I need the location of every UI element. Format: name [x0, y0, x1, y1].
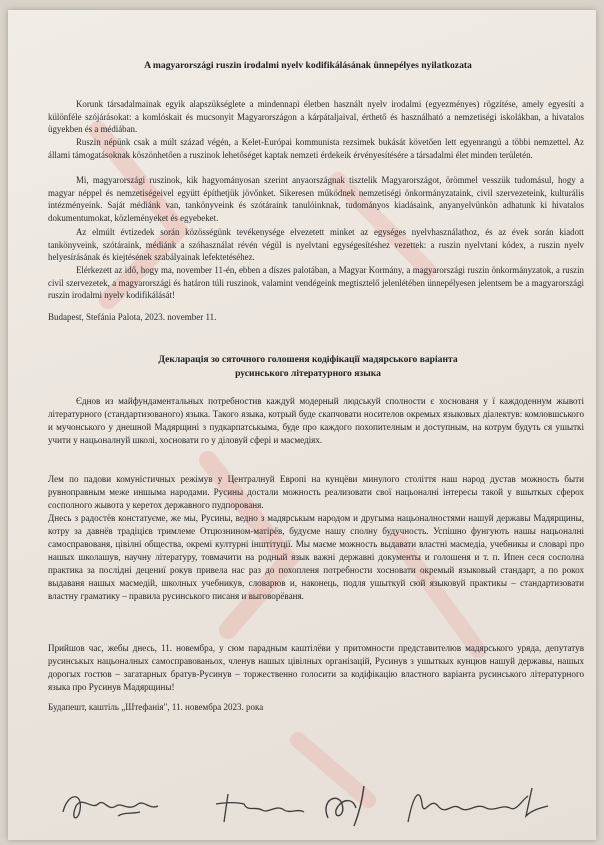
signature-2: [216, 794, 304, 822]
hungarian-place-date: Budapest, Stefánia Palota, 2023. november 11.: [48, 312, 217, 322]
rusyn-paragraph-3: Днесь з радостёв констатуєме, же мы, Русины, ведно з мадярськым народом и другыма нацьоналностями нашуй державы Мадярщины, котру за давнёв традіцієв тримлеме Отцюзнином-матірёв, будуєме нашу сполну будучность. Успішно фунгують нашы нацьоналні самосправованя, цівілні общества, окремі културні інштітуції. Мы маєме можность выдавати властні масмедіа, учебникы и словарі про нашых школашув, научну літературу, товмачити на родный язык важні державні документы и голошеня и т. п. Ипен сеся сосполна практика за послідні децениї рокув привела нас раз до похопленя потребности хосновати окремый языковый стандарт, а по рокох выдаваня нашых масмедій, школных учебникув, словарюв и, наконець, подля ушыткуй сюй языковуй практикы – стандартизовати властну граматику – правила русинського писаня и выговорёваня.: [48, 513, 584, 601]
rusyn-paragraph-2: Лем по падови комуністичных режімув у Централнуй Европі на кунцёви минулого століття наш народ дустав можность быти рувноправным меже иншыма народами. Русины достали можность реализовати свої нацьоналні інтересы такой у вшыткых сферох сосполного жывота у керетох державного пудпорованя.: [48, 474, 584, 510]
hungarian-paragraph-4: Az elmúlt évtizedek során közösségünk tevékenysége elvezetett minket az egységes nyelvhasználathoz, és az évek során kiadott tankönyveink, szótáraink, médiánk a szóhasználat révén végül is nyelvtani egységesítéshez vezettek: a ruszin nyelvtani kódex, a ruszin nyelv helyesírásának és kiejtésének szabályainak lefektetéséhez.: [48, 227, 584, 263]
hungarian-paragraph-3: Mi, magyarországi ruszinok, kik hagyományosan szerint anyaországnak tisztelik Magyarországot, örömmel vesszük tudomásul, hogy a magyar néppel és nemzetiségeivel együtt építhetjük jövőnket. Sikeresen működnek nemzetiségi önkormányzataink, civil szervezeteink, kulturális intézményeink. Saját médiánk van, tankönyveink és szótáraink tanulóinknak, tudományos kiadásaink, anyanyelvünkön adhatunk ki hivatalos dokumentumokat, közleményeket és egyebeket.: [48, 175, 584, 223]
rusyn-title-line-2: русинського літературного языка: [235, 368, 381, 379]
rusyn-place-date: Будапешт, каштіль „Штефанія", 11. новембра 2023. рока: [48, 702, 264, 712]
hungarian-paragraph-1: Korunk társadalmainak egyik alapszükséglete a mindennapi életben használt nyelv irodalmi (egyezményes) rögzítése, amely egyesíti a különféle szójárásokat: a komlóskait és mucsonyit Magyarországon a kárpátaljaival, érthető és használható a nemzetiségi iskolákban, a hivatalos ügyekben és a médiában.: [48, 99, 584, 135]
signatures: [58, 782, 578, 832]
rusyn-paragraph-4: Прийшов час, жебы днесь, 11. новембра, у сюм парадным каштілёви у притомности представителюв мадярського уряда, депутатув русинськых нацьоналных самосправованьох, членув нашых цівілных організацій, Русинув з ушыткых кунцюв нашуй державы, нашых дорогых гостюв – загатарных братув-Русинув – торжественно голосити за кодіфікацію властного варіанта русинського літературного языка про Русинув Мадярщины!: [48, 643, 584, 692]
signature-4: [408, 788, 548, 822]
signature-3: [326, 786, 364, 826]
hungarian-paragraph-5: Elérkezett az idő, hogy ma, november 11-én, ebben a díszes palotában, a Magyar Kormány, a magyarországi ruszin önkormányzatok, a ruszin civil szervezetek, a magyarországi és határon túli ruszinok, valamint vendégeink megtisztelő jelenlétében ünnepélyesen jelentsem be a magyarországi ruszin irodalmi nyelv kodifikálását!: [48, 265, 584, 301]
hungarian-title: A magyarországi ruszin irodalmi nyelv kodifikálásának ünnepélyes nyilatkozata: [144, 60, 472, 71]
rusyn-title-line-1: Декларація зо сяточного голошеня кодіфікації мадярського варіанта: [158, 354, 458, 365]
document-page: [8, 10, 596, 840]
rusyn-paragraph-1: Єднов из майфундаментальных потребностив каждуй модерный людськуй сполности є хоснованя у ї каждоденнум жывоті літературного (стандартизованого) языка. Такого языка, котрый буде скапчовати носителов окремых языковых діалектув: комловшського и мучонського у днешной Мадярщині з пудкарпатськыма, буде про каждого похопителным и доступным, на котрум будуть ся ушыткі учити у нацьоналнуй школі, хосновати го у діловуй сфері и масмедіях.: [48, 396, 584, 445]
signature-1: [63, 797, 158, 818]
hungarian-paragraph-2: Ruszin népünk csak a múlt század végén, a Kelet-Európai kommunista rezsimek bukását követően lett egyenrangú a többi nemzettel. Az állami támogatásoknak köszönhetően a ruszinok lehetőséget kaptak nemzeti érdekeik érvényesítésére a társadalmi élet minden területén.: [48, 137, 584, 160]
